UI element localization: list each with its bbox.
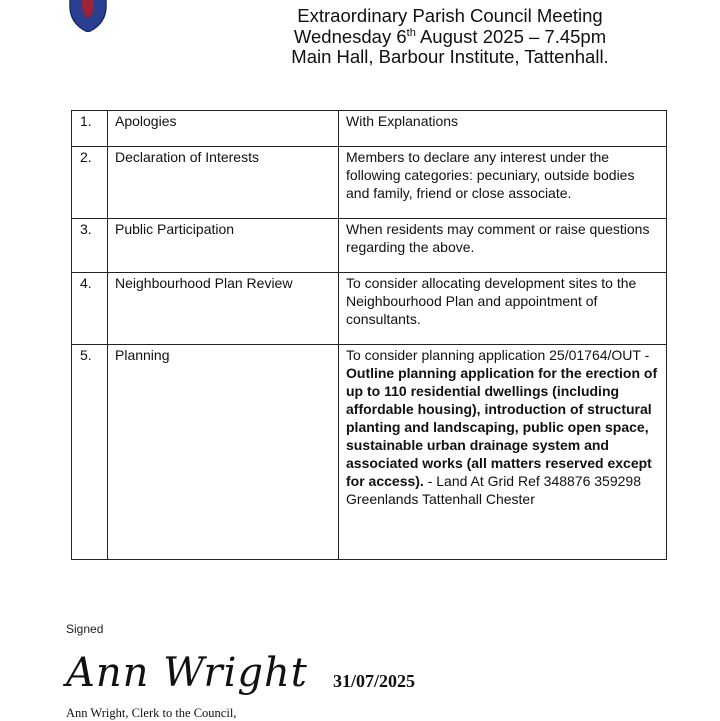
agenda-row (72, 147, 667, 219)
agenda-detail: To consider allocating development sites to the Neighbourhood Plan and appointment of consultants. (339, 273, 667, 345)
agenda-number: 3. (72, 219, 108, 273)
agenda-number: 1. (72, 111, 108, 147)
agenda-item: Declaration of Interests (108, 147, 339, 219)
agenda-row (72, 345, 667, 560)
agenda-item: Apologies (108, 111, 339, 147)
agenda-row (72, 219, 667, 273)
agenda-item: Planning (108, 345, 339, 560)
signed-label: Signed (66, 622, 104, 636)
agenda-item: Public Participation (108, 219, 339, 273)
agenda-table (71, 110, 667, 560)
agenda-row (72, 111, 667, 147)
agenda-detail: Members to declare any interest under the following categories: pecuniary, outside bodies and family, friend or close associate. (339, 147, 667, 219)
agenda-number: 5. (72, 345, 108, 560)
agenda-row (72, 273, 667, 345)
meeting-header (200, 6, 700, 68)
signature-date: 31/07/2025 (333, 671, 416, 691)
meeting-title: Extraordinary Parish Council Meeting (297, 5, 603, 26)
clerk-footer: Ann Wright, Clerk to the Council, (66, 706, 237, 720)
parish-crest-icon (68, 0, 108, 32)
agenda-number: 2. (72, 147, 108, 219)
handwritten-signature: Ann Wright (66, 650, 308, 696)
agenda-detail: When residents may comment or raise questions regarding the above. (339, 219, 667, 273)
agenda-item: Neighbourhood Plan Review (108, 273, 339, 345)
meeting-venue: Main Hall, Barbour Institute, Tattenhall. (291, 46, 609, 67)
planning-application-description: Outline planning application for the erection of up to 110 residential dwellings (including affordable housing), introduction of structural planting and landscaping, public open space, sustainable urban drainage system and associated works (all matters reserved except for access). (346, 365, 658, 489)
agenda-detail: With Explanations (339, 111, 667, 147)
meeting-date: Wednesday 6th August 2025 – 7.45pm (293, 25, 607, 47)
agenda-detail: To consider planning application 25/01764/OUT - Outline planning application for the erection of up to 110 residential dwellings (including affordable housing), introduction of structural planting and landscaping, public open space, sustainable urban drainage system and associated works (all matters reserved except for access). - Land At Grid Ref 348876 359298 Greenlands Tattenhall Chester (339, 345, 667, 560)
agenda-number: 4. (72, 273, 108, 345)
